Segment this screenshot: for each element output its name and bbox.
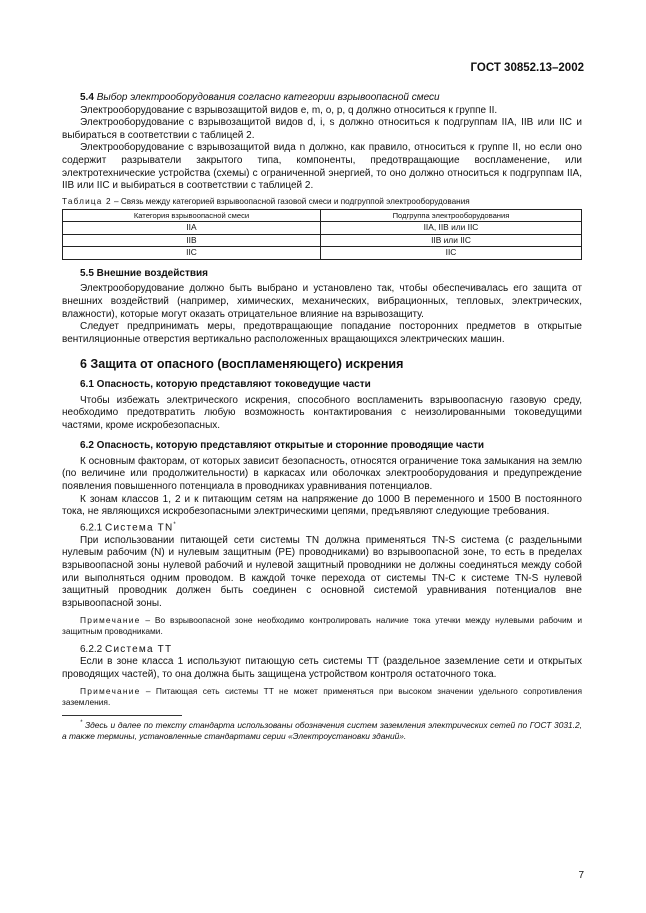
standard-header: ГОСТ 30852.13–2002 [470, 62, 584, 74]
section-number: 5.4 [80, 92, 94, 103]
paragraph: Электрооборудование с взрывозащитой вида n должно, как правило, относиться к группе II, но если оно содержит разрыватели закрытого типа, компоненты, предотвращающие воспламенение, или электротехнические устройства (схемы) с ограниченной энергией, то оно должно относиться к подгруппам IIA, IIB или IIC и выбираться в соответствии с таблицей 2. [62, 142, 582, 192]
footnote [62, 718, 582, 741]
note-text: – Во взрывоопасной зоне необходимо контролировать наличие тока утечки между нулевыми рабочим и защитным проводниками. [62, 615, 582, 636]
footnote-mark: * [173, 521, 176, 528]
table-cell: IIC [63, 247, 321, 260]
footnote-mark: * [80, 720, 83, 727]
paragraph: При использовании питающей сети системы TN должна применяться TN-S система (с раздельными нулевым рабочим (N) и нулевым защитным (PE) проводниками) во взрывоопасной зоне, то есть в пределах взрывоопасной зоны нулевой рабочий и нулевой защитный проводники не должны соединяться между собой или выполняться одним проводом. В каждой точке перехода от системы TN-C к системе TN-S нулевой защитный проводник должен быть соединен с основной системой уравнивания потенциалов вне взрывоопасной зоны. [62, 534, 582, 609]
footnote-divider [62, 715, 182, 716]
section-title: Система TT [105, 643, 173, 655]
column-header: Категория взрывоопасной смеси [63, 209, 321, 222]
paragraph: Чтобы избежать электрического искрения, способного воспламенить взрывоопасную газовую среду, необходимо предотвратить любую возможность контактирования с неизолированными токоведущими частями, кроме искробезопасных. [62, 394, 582, 431]
column-header: Подгруппа электрооборудования [320, 209, 581, 222]
table-cell: IIB или IIC [320, 234, 581, 247]
paragraph: Если в зоне класса 1 используют питающую сеть системы TT (раздельное заземление сети и открытых проводящих частей), то она должна быть защищена устройством контроля остаточного тока. [62, 656, 582, 680]
note-label: Примечание [80, 615, 141, 626]
section-5-4-heading [62, 92, 582, 105]
note-text: – Питающая сеть системы TT не может применяться при высоком значении удельного сопротивления заземления. [62, 686, 582, 707]
table-caption-text: – Связь между категорией взрывоопасной газовой смеси и подгруппой электрооборудования [111, 196, 470, 206]
paragraph: Электрооборудование с взрывозащитой видов e, m, o, p, q должно относиться к группе II. [80, 104, 498, 116]
table-cell: IIA [63, 222, 321, 235]
section-6-heading: 6 Защита от опасного (воспламеняющего) искрения [80, 357, 404, 372]
table-cell: IIA, IIB или IIC [320, 222, 581, 235]
section-6-1-heading: 6.1 Опасность, которую представляют токоведущие части [80, 378, 371, 390]
table-header-row [63, 209, 582, 222]
note [62, 686, 582, 707]
page-number: 7 [578, 870, 584, 881]
section-6-2-1-heading [62, 519, 582, 535]
paragraph: К зонам классов 1, 2 и к питающим сетям на напряжение до 1000 В переменного и 1500 В постоянного тока, не являющихся искробезопасными электрическими цепями, предъявляют следующие требования. [62, 493, 582, 518]
section-6-2-2-heading [62, 644, 582, 657]
category-table [62, 209, 582, 260]
section-title: Система TN [105, 522, 174, 534]
section-5-5-heading: 5.5 Внешние воздействия [80, 267, 208, 279]
table-row [63, 222, 582, 235]
note-label: Примечание [80, 686, 141, 697]
paragraph: Электрооборудование с взрывозащитой видов d, i, s должно относиться к подгруппам IIA, IIB или IIC и выбираться в соответствии с таблицей 2. [62, 117, 582, 141]
paragraph: К основным факторам, от которых зависит безопасность, относятся ограничение тока замыкания на землю (по величине или продолжительности) в каркасах или оболочках электрооборудования и предупреждение появления повышенного потенциала в проводниках уравнивания потенциалов. [62, 455, 582, 493]
section-number: 6.2.2 [80, 643, 103, 655]
table-row [63, 247, 582, 260]
footnote-text: Здесь и далее по тексту стандарта использованы обозначения систем заземления электрических сетей по ГОСТ 3031.2, а также термины, установленные стандартами серии «Электроустановки зданий». [62, 720, 583, 741]
section-number: 6.2.1 [80, 522, 103, 534]
paragraph: Электрооборудование должно быть выбрано и установлено так, чтобы обеспечивалась его защита от внешних воздействий (например, химических, механических, вибрационных, тепловых, электрических, влажности), которые могут оказать отрицательное влияние на взрывозащиту. [62, 283, 582, 320]
table-caption [62, 197, 582, 207]
paragraph: Следует предпринимать меры, предотвращающие попадание посторонних предметов в открытые вентиляционные отверстия вертикально расположенных вращающихся электрических машин. [62, 321, 582, 345]
section-title: Выбор электрооборудования согласно категории взрывоопасной смеси [96, 92, 440, 103]
table-row [63, 234, 582, 247]
table-cell: IIB [63, 234, 321, 247]
table-label: Таблица 2 [62, 196, 112, 206]
section-6-2-heading: 6.2 Опасность, которую представляют открытые и сторонние проводящие части [80, 440, 485, 452]
note [62, 615, 582, 636]
table-cell: IIC [320, 247, 581, 260]
page-content [62, 92, 582, 741]
